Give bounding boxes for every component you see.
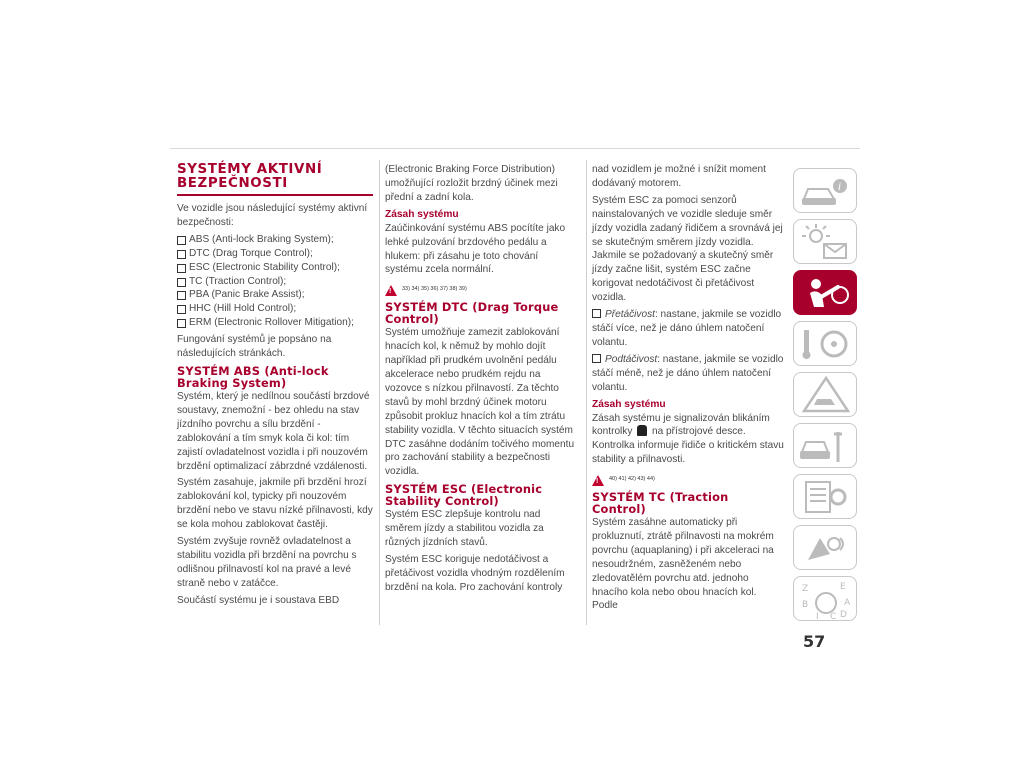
page-number: 57 [803,632,826,651]
index-letter: I [816,612,819,622]
index-letter: E [840,582,846,592]
paragraph: Systém umožňuje zamezit zablokování hnacích kol, k němuž by mohlo dojít například při prudkém uvolnění pedálu akcelerace nebo prudkém rejdu na vozovce s nízkou přilnavostí. Za těchto stavů by mohl brzdný účinek motoru způsobit prokluz hnacích kol a tím ztrátu stability vozidla. V těchto situacích systém DTC zasáhne dodáním točivého momentu pro zachování stability a bezpečnosti vozidla. [385,327,575,478]
tab-car-info[interactable] [793,168,857,213]
esc-warning-light-icon [637,425,647,436]
zasah-text-b: na přístrojové desce. Kontrolka informuje řidiče o kritickém stavu stability a přilnavosti. [592,426,784,466]
warning-references [385,283,575,297]
zasah-text-a: Zásah systému je signalizován blikáním kontrolky [592,412,770,438]
oversteer-text: : nastane, jakmile se vozidlo stáčí více, než je dáno úhlem natočení volantu. [592,309,782,348]
index-letter: C [830,612,837,622]
column-divider [586,160,587,625]
chapter-tabs [793,168,859,627]
checkbox-bullet-icon [592,309,601,318]
svg-text:i: i [838,182,842,193]
paragraph: Součástí systému je i soustava EBD [177,594,340,606]
paragraph: Systém ESC koriguje nedotáčivost a přetáčivost vozidla vhodným rozdělením brzdění na kola. Pro zachování kontroly [385,553,565,593]
dtc-heading: SYSTÉM DTC (Drag Torque Control) [385,300,559,327]
list-item: PBA (Panic Brake Assist); [177,288,373,302]
paragraph: Zaúčinkování systému ABS pocítíte jako lehké pulzování brzdového pedálu a hlukem: při zásahu je toto chování systému zcela normální. [385,222,566,276]
paragraph: Systém zasáhne automaticky při prokluznutí, ztrátě přilnavosti na mokrém povrchu (aquaplaning) i při akceleraci na nesoudržném, zasněženém nebo zledovatělém povrchu atd. jednoho hnacího kola nebo obou hnacích kol. Podle [592,517,774,612]
list-item: ABS (Anti-lock Braking System); [177,233,373,247]
paragraph: (Electronic Braking Force Distribution) umožňující rozložit brzdný účinek mezi přední a zadní kola. [385,164,558,203]
understeer-text: : nastane, jakmile se vozidlo stáčí méně, než je dáno úhlem natočení volantu. [592,353,784,393]
alphabetical-index-icon [794,577,858,622]
warning-refs-text: 33) 34) 35) 36) 37) 38) 39) [402,286,467,293]
systems-list [177,233,373,330]
tab-starting-driving[interactable] [793,321,857,366]
list-item: DTC (Drag Torque Control); [177,247,373,261]
title-line-2: BEZPEČNOSTI [177,176,288,191]
paragraph: Systém ESC zlepšuje kontrolu nad směrem jízdy a stabilitou vozidla za různých jízdních stavů. [385,509,544,549]
paragraph: Systém zasahuje, jakmile při brzdění hrozí zablokování kol, typicky při nouzovém brzdění nebo ve stavu nízké přilnavosti, kdy se kola mohou zablokovat častěji. [177,477,373,531]
note-text: Fungování systémů je popsáno na následujících stránkách. [177,334,332,360]
index-letter: D [840,610,847,620]
index-letter: Z [802,584,809,594]
tab-index[interactable] [793,576,857,621]
list-item: HHC (Hill Hold Control); [177,302,373,316]
tc-heading: SYSTÉM TC (Traction Control) [592,490,729,517]
warning-refs-text: 40) 41) 42) 43) 44) [609,476,655,483]
understeer-label: Podtáčivost [605,353,658,365]
column-1 [177,163,373,611]
esc-heading: SYSTÉM ESC (Electronic Stability Control) [385,482,543,509]
section-title [177,163,373,196]
understeer-item [592,353,784,395]
abs-heading: SYSTÉM ABS (Anti-lock Braking System) [177,363,329,390]
checkbox-bullet-icon [592,354,601,363]
list-item: ESC (Electronic Stability Control); [177,261,373,275]
subheading: Zásah systému [592,398,666,410]
multimedia-icon [794,526,858,571]
list-item: ERM (Electronic Rollover Mitigation); [177,316,373,330]
index-letter: B [802,600,809,610]
oversteer-item [592,308,784,350]
column-2 [385,163,575,598]
car-maintenance-icon [794,424,858,469]
column-3 [592,163,784,616]
airbag-safety-icon [794,271,858,316]
warning-triangle-icon [592,475,604,486]
tab-technical-data[interactable] [793,474,857,519]
paragraph: Systém zvyšuje rovněž ovladatelnost a stabilitu vozidla při brzdění na povrchu s odlišnou přilnavostí kol na pravé a levé straně nebo v zatáčce. [177,536,357,589]
paragraph: Systém, který je nedílnou součástí brzdové soustavy, znemožní - bez ohledu na stav jízdního povrchu a sílu brzdění - zablokování a tím smyk kola či kol: tím zajistí ovladatelnost vozidla i při nouzovém brzdění optimalizací zábrzdné vzdálenosti. [177,390,370,472]
index-letter: A [844,598,851,608]
oversteer-label: Přetáčivost [605,309,655,321]
tab-safety[interactable] [793,270,857,315]
top-rule [170,148,860,149]
tab-multimedia[interactable] [793,525,857,570]
column-divider [379,160,380,625]
tab-dashboard-lights[interactable] [793,219,857,264]
list-item: TC (Traction Control); [177,275,373,289]
paragraph [592,412,784,468]
tab-emergency[interactable] [793,372,857,417]
title-line-1: SYSTÉMY AKTIVNÍ [177,162,323,177]
warning-triangle-icon [385,285,397,296]
key-steering-wheel-icon [794,322,858,367]
paragraph: nad vozidlem je možné i snížit moment dodávaný motorem. [592,164,766,189]
tab-maintenance[interactable] [793,423,857,468]
car-info-icon [794,169,858,214]
paragraph: Systém ESC za pomoci senzorů nainstalovaných ve vozidle sleduje směr jízdy vozidla zadaný řidičem a srovnává jej se skutečným směrem jízdy vozidla. Jakmile se požadovaný a skutečný směr jízdy začne lišit, systém ESC začne korigovat nedotáčivost či přetáčivost vozidla. [592,194,783,304]
warning-triangle-car-icon [794,373,858,418]
intro-text: Ve vozidle jsou následující systémy aktivní bezpečnosti: [177,203,368,228]
subheading: Zásah systému [385,208,459,220]
warning-references [592,473,784,487]
dashboard-lights-icon [794,220,858,265]
technical-data-icon [794,475,858,520]
